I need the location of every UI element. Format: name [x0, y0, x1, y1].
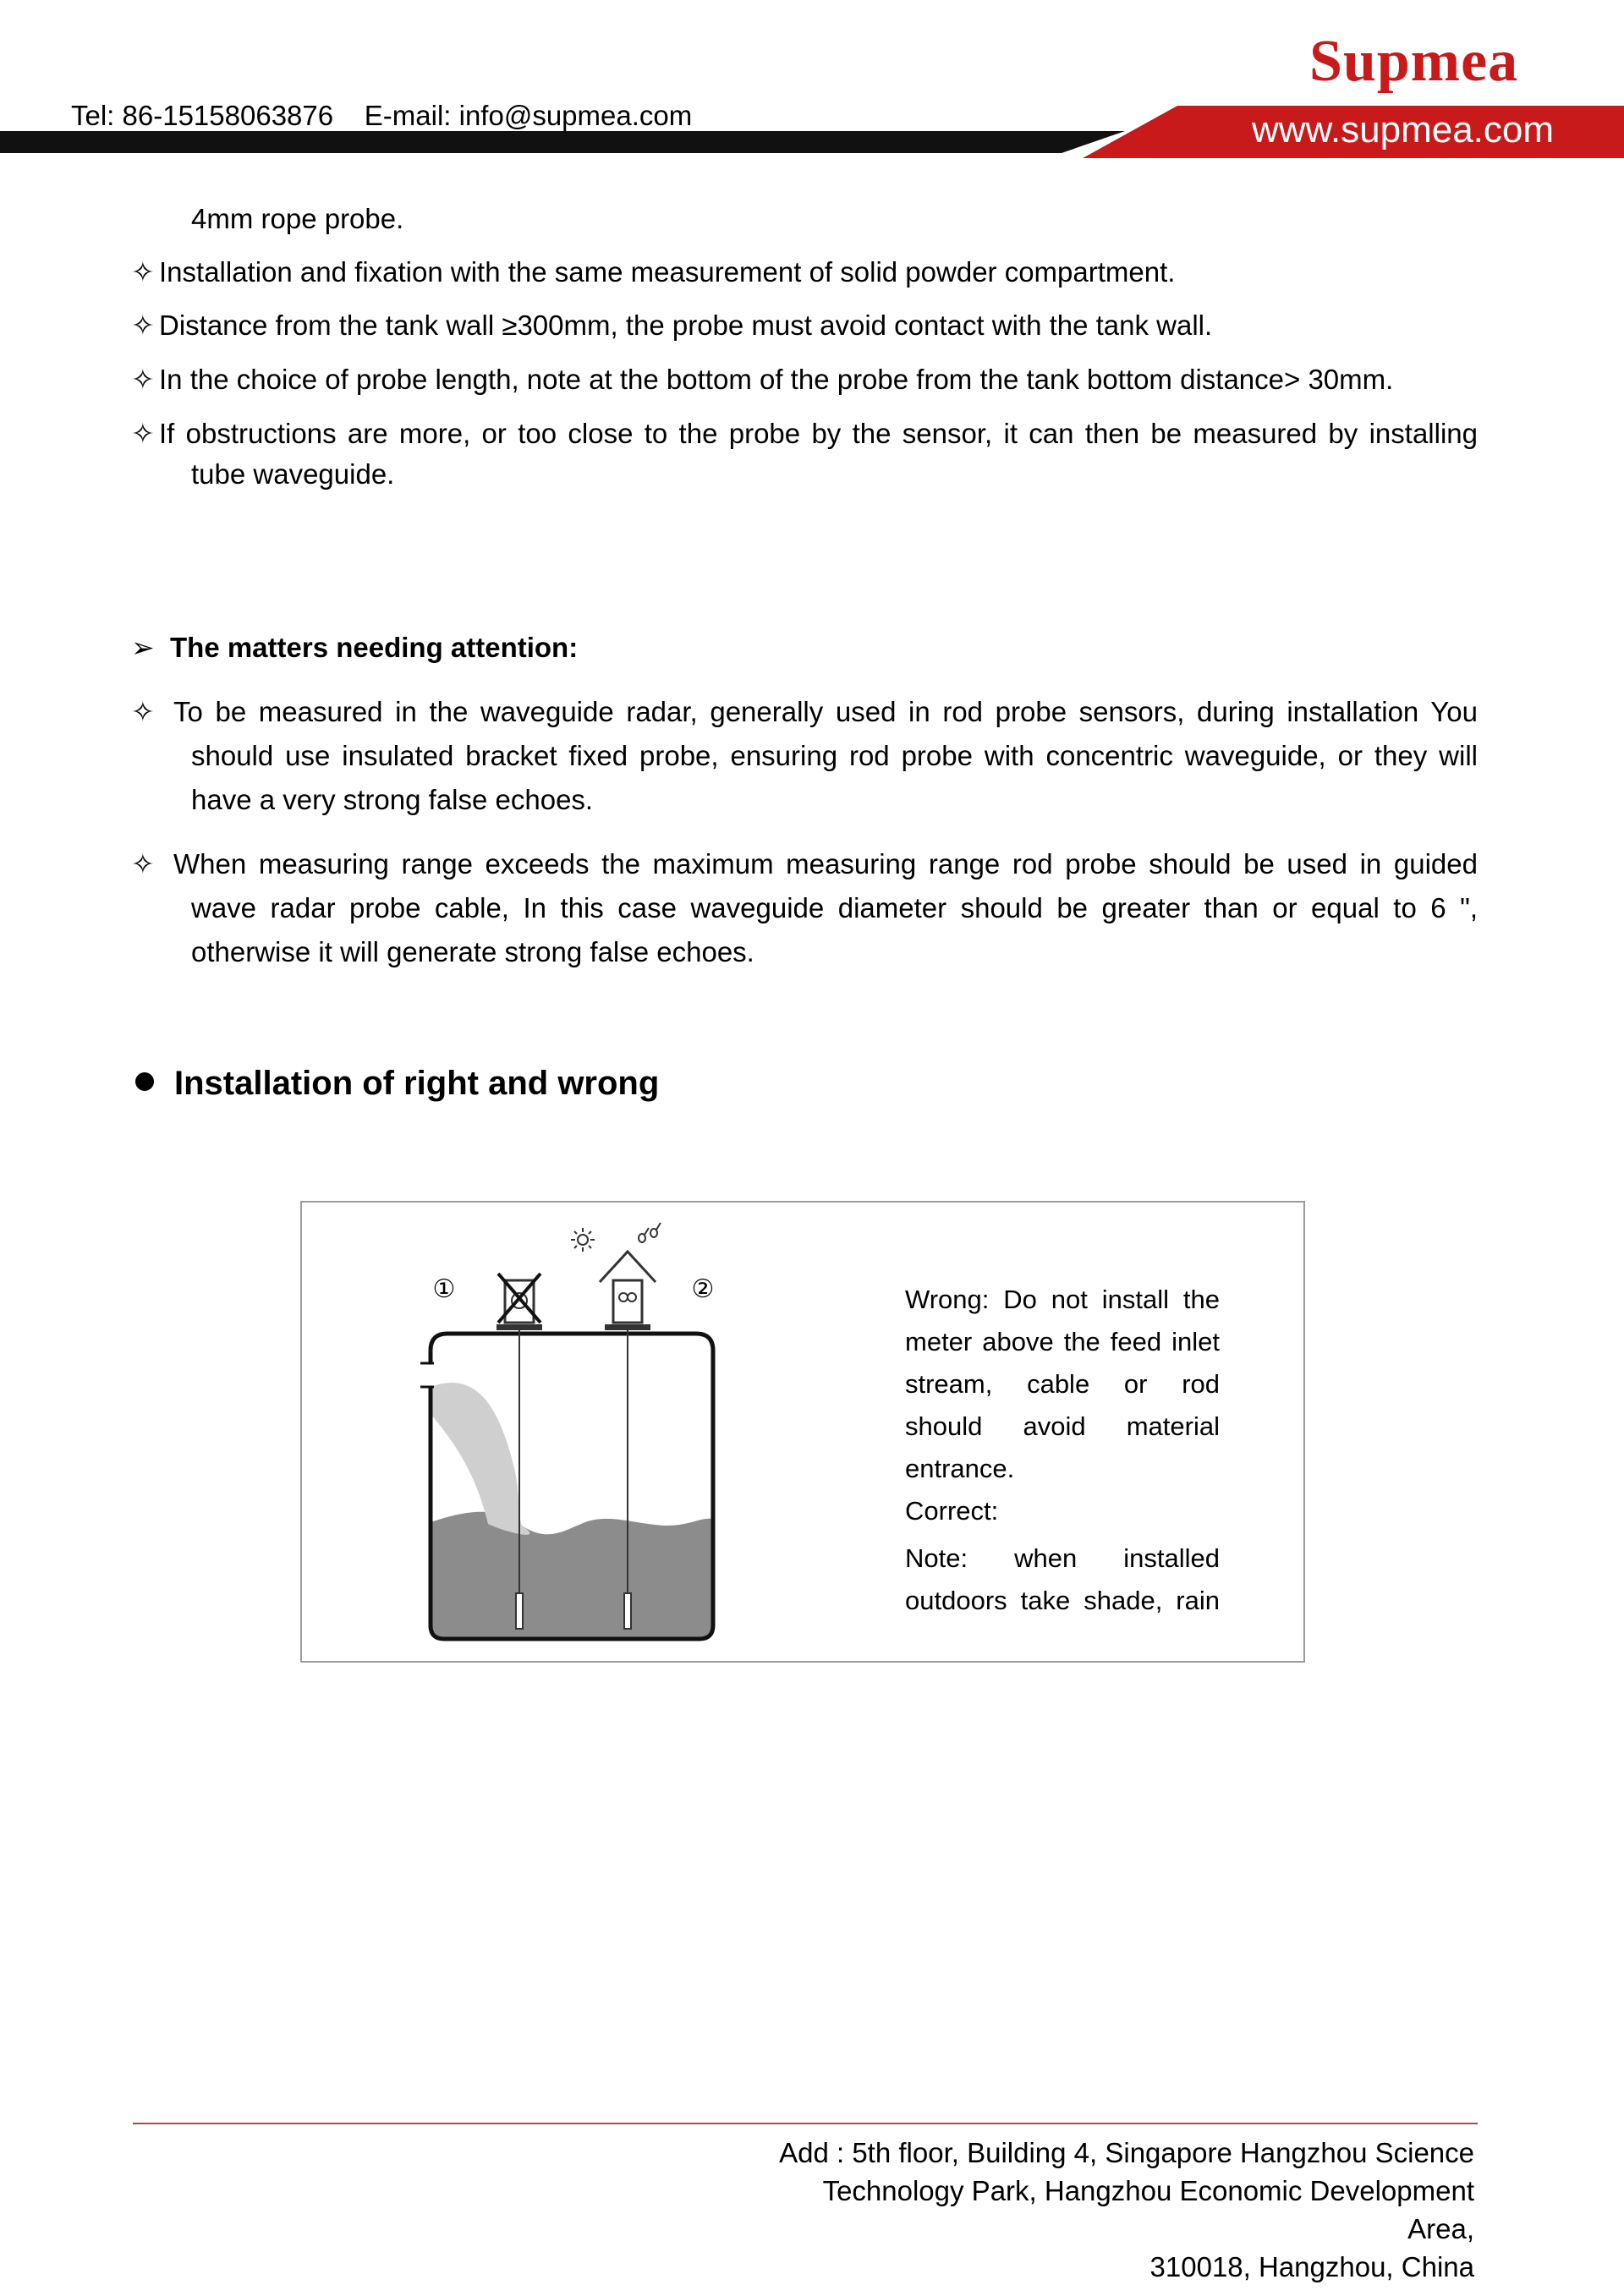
list-item: [131, 413, 1478, 455]
figure-caption-line: Wrong: Do not install the: [905, 1285, 1220, 1314]
attention-item-line: otherwise it will generate strong false echoes.: [191, 936, 754, 967]
flange: [605, 1324, 650, 1330]
section-heading-text: Installation of right and wrong: [174, 1065, 660, 1102]
sparkle-bullet-icon: ✧: [131, 696, 155, 727]
section-heading: [135, 1061, 659, 1105]
attention-item-line: should use insulated bracket fixed probe, ensuring rod probe with concentric waveguide, or they will: [191, 740, 1478, 771]
list-item: [131, 304, 1478, 347]
probe-weight: [516, 1593, 523, 1629]
sparkle-bullet-icon: ✧: [131, 256, 155, 288]
installation-figure: [300, 1201, 1305, 1663]
correct-sensor-head: [613, 1280, 642, 1323]
header-contact: Tel: 86-15158063876 E-mail: info@supmea.com: [71, 100, 693, 131]
attention-item-line-text: When measuring range exceeds the maximum measuring range rod probe should be used in guided: [173, 848, 1478, 879]
marker-2: ②: [691, 1274, 715, 1304]
sun-icon: [571, 1228, 595, 1252]
shade-roof-icon: [600, 1252, 656, 1282]
sparkle-bullet-icon: ✧: [131, 364, 155, 395]
header-bar-dark: [0, 131, 1125, 153]
round-bullet-icon: [135, 1072, 154, 1091]
list-item: [131, 251, 1478, 293]
footer-address-line: Add : 5th floor, Building 4, Singapore Hangzhou Science: [779, 2137, 1474, 2168]
figure-caption-line: entrance.: [905, 1454, 1015, 1483]
marker-1: ①: [432, 1274, 456, 1304]
list-item-text: Installation and fixation with the same measurement of solid powder compartment.: [159, 256, 1176, 288]
arrow-bullet-icon: ➢: [131, 632, 155, 663]
list-item-continuation: tube waveguide.: [191, 458, 395, 490]
figure-caption: [905, 1279, 1220, 1622]
material-fill: [431, 1512, 713, 1639]
attention-item-line: [131, 690, 1478, 734]
attention-item: [131, 842, 1478, 974]
figure-caption-line: outdoors take shade, rain: [905, 1586, 1220, 1615]
tank-diagram: [420, 1211, 725, 1651]
footer-divider: [133, 2123, 1478, 2124]
attention-item-line-text: To be measured in the waveguide radar, generally used in rod probe sensors, during installation You: [173, 696, 1478, 727]
sensor-dial: [619, 1293, 628, 1301]
sparkle-bullet-icon: ✧: [131, 310, 155, 341]
attention-heading-text: The matters needing attention:: [170, 632, 579, 663]
attention-item: [131, 690, 1478, 822]
figure-caption-line: meter above the feed inlet: [905, 1327, 1220, 1356]
sensor-dial: [628, 1293, 636, 1301]
list-item-continuation: 4mm rope probe.: [191, 203, 404, 234]
attention-item-line: wave radar probe cable, In this case waveguide diameter should be greater than or equal to 6 ",: [191, 892, 1478, 923]
probe-weight: [624, 1593, 631, 1629]
rain-icon: [639, 1223, 661, 1242]
attention-item-line: [131, 842, 1478, 886]
flange: [497, 1324, 542, 1330]
attention-heading: [131, 627, 578, 668]
list-item-text: Distance from the tank wall ≥300mm, the probe must avoid contact with the tank wall.: [159, 310, 1213, 341]
list-item: [131, 359, 1478, 401]
figure-caption-line: stream, cable or rod: [905, 1369, 1220, 1399]
footer-address: [761, 2134, 1474, 2286]
header-website-link[interactable]: www.supmea.com: [1252, 109, 1555, 151]
footer-address-line: 310018, Hangzhou, China: [1149, 2251, 1474, 2282]
sparkle-bullet-icon: ✧: [131, 848, 155, 879]
footer-address-line: Technology Park, Hangzhou Economic Development Area,: [822, 2175, 1474, 2244]
attention-item-line: have a very strong false echoes.: [191, 784, 594, 815]
list-item-text: In the choice of probe length, note at the bottom of the probe from the tank bottom distance> 30mm.: [159, 364, 1394, 395]
brand-logo-text: Supmea: [1309, 29, 1519, 94]
figure-caption-line: Note: when installed: [905, 1543, 1220, 1573]
sparkle-bullet-icon: ✧: [131, 418, 155, 449]
figure-caption-line: Correct:: [905, 1496, 999, 1526]
list-item-text: If obstructions are more, or too close to the probe by the sensor, it can then be measured by installing: [159, 418, 1478, 449]
figure-caption-line: should avoid material: [905, 1411, 1220, 1441]
